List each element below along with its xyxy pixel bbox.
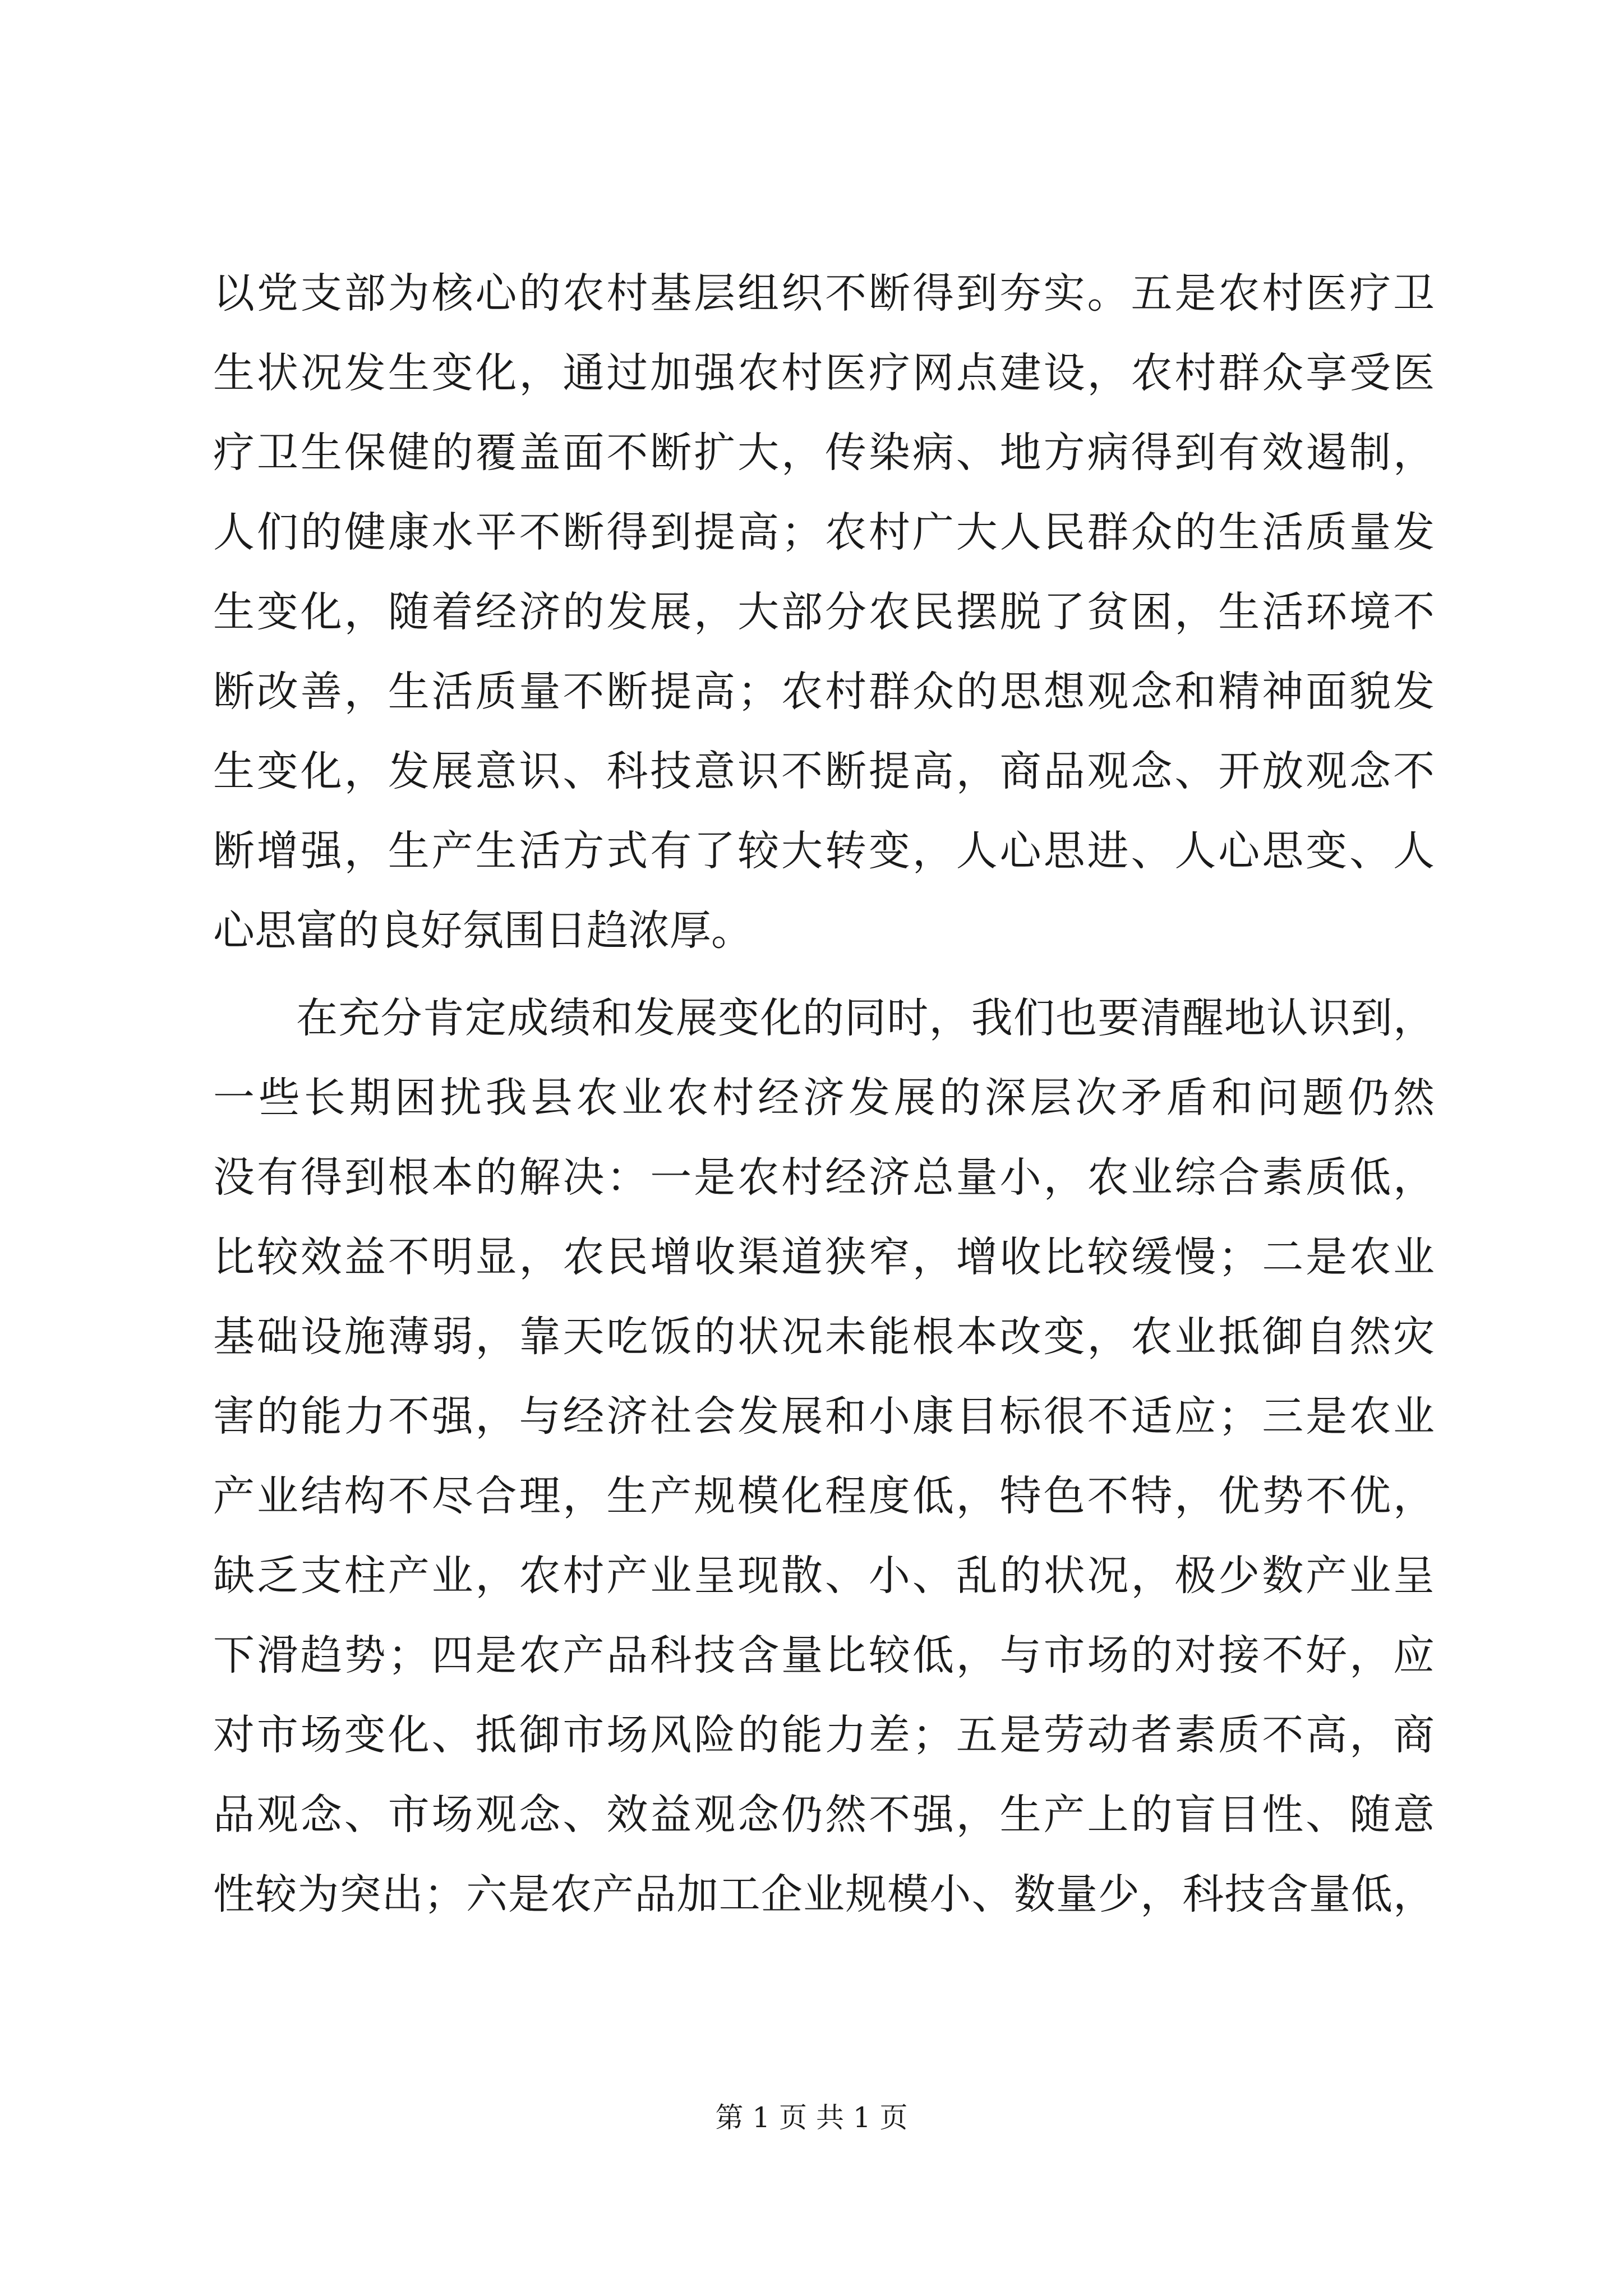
paragraph-line: 品观念、市场观念、效益观念仍然不强，生产上的盲目性、随意 <box>213 1791 1435 1839</box>
paragraph-line: 没有得到根本的解决：一是农村经济总量小，农业综合素质低， <box>213 1153 1435 1202</box>
paragraph-line: 生变化，发展意识、科技意识不断提高，商品观念、开放观念不 <box>213 747 1435 795</box>
paragraph-line: 对市场变化、抵御市场风险的能力差；五是劳动者素质不高，商 <box>213 1711 1435 1759</box>
paragraph-line: 基础设施薄弱，靠天吃饭的状况未能根本改变，农业抵御自然灾 <box>213 1313 1435 1361</box>
paragraph-line: 生变化，随着经济的发展，大部分农民摆脱了贫困，生活环境不 <box>213 588 1435 636</box>
paragraph-line: 以党支部为核心的农村基层组织不断得到夯实。五是农村医疗卫 <box>213 269 1435 318</box>
paragraph-line: 断增强，生产生活方式有了较大转变，人心思进、人心思变、人 <box>213 827 1435 875</box>
paragraph-line: 下滑趋势；四是农产品科技含量比较低，与市场的对接不好，应 <box>213 1631 1435 1680</box>
paragraph-line: 缺乏支柱产业，农村产业呈现散、小、乱的状况，极少数产业呈 <box>213 1552 1435 1600</box>
paragraph-line: 人们的健康水平不断得到提高；农村广大人民群众的生活质量发 <box>213 508 1435 556</box>
paragraph-line: 性较为突出；六是农产品加工企业规模小、数量少，科技含量低， <box>213 1870 1435 1918</box>
paragraph-1 <box>213 254 1435 970</box>
page-number-footer: 第 1 页 共 1 页 <box>715 2101 908 2134</box>
paragraph-line: 一些长期困扰我县农业农村经济发展的深层次矛盾和问题仍然 <box>213 1074 1435 1122</box>
paragraph-gap <box>213 970 1435 978</box>
paragraph-line: 害的能力不强，与经济社会发展和小康目标很不适应；三是农业 <box>213 1392 1435 1441</box>
paragraph-line: 比较效益不明显，农民增收渠道狭窄，增收比较缓慢；二是农业 <box>213 1233 1435 1281</box>
paragraph-2 <box>213 978 1435 1934</box>
paragraph-line: 断改善，生活质量不断提高；农村群众的思想观念和精神面貌发 <box>213 668 1435 716</box>
paragraph-line: 生状况发生变化，通过加强农村医疗网点建设，农村群众享受医 <box>213 349 1435 397</box>
paragraph-line: 疗卫生保健的覆盖面不断扩大，传染病、地方病得到有效遏制， <box>213 429 1435 477</box>
paragraph-line: 产业结构不尽合理，生产规模化程度低，特色不特，优势不优， <box>213 1472 1435 1520</box>
paragraph-line: 在充分肯定成绩和发展变化的同时，我们也要清醒地认识到， <box>296 994 1435 1042</box>
document-body <box>213 254 1435 1934</box>
paragraph-line: 心思富的良好氛围日趋浓厚。 <box>213 907 753 955</box>
